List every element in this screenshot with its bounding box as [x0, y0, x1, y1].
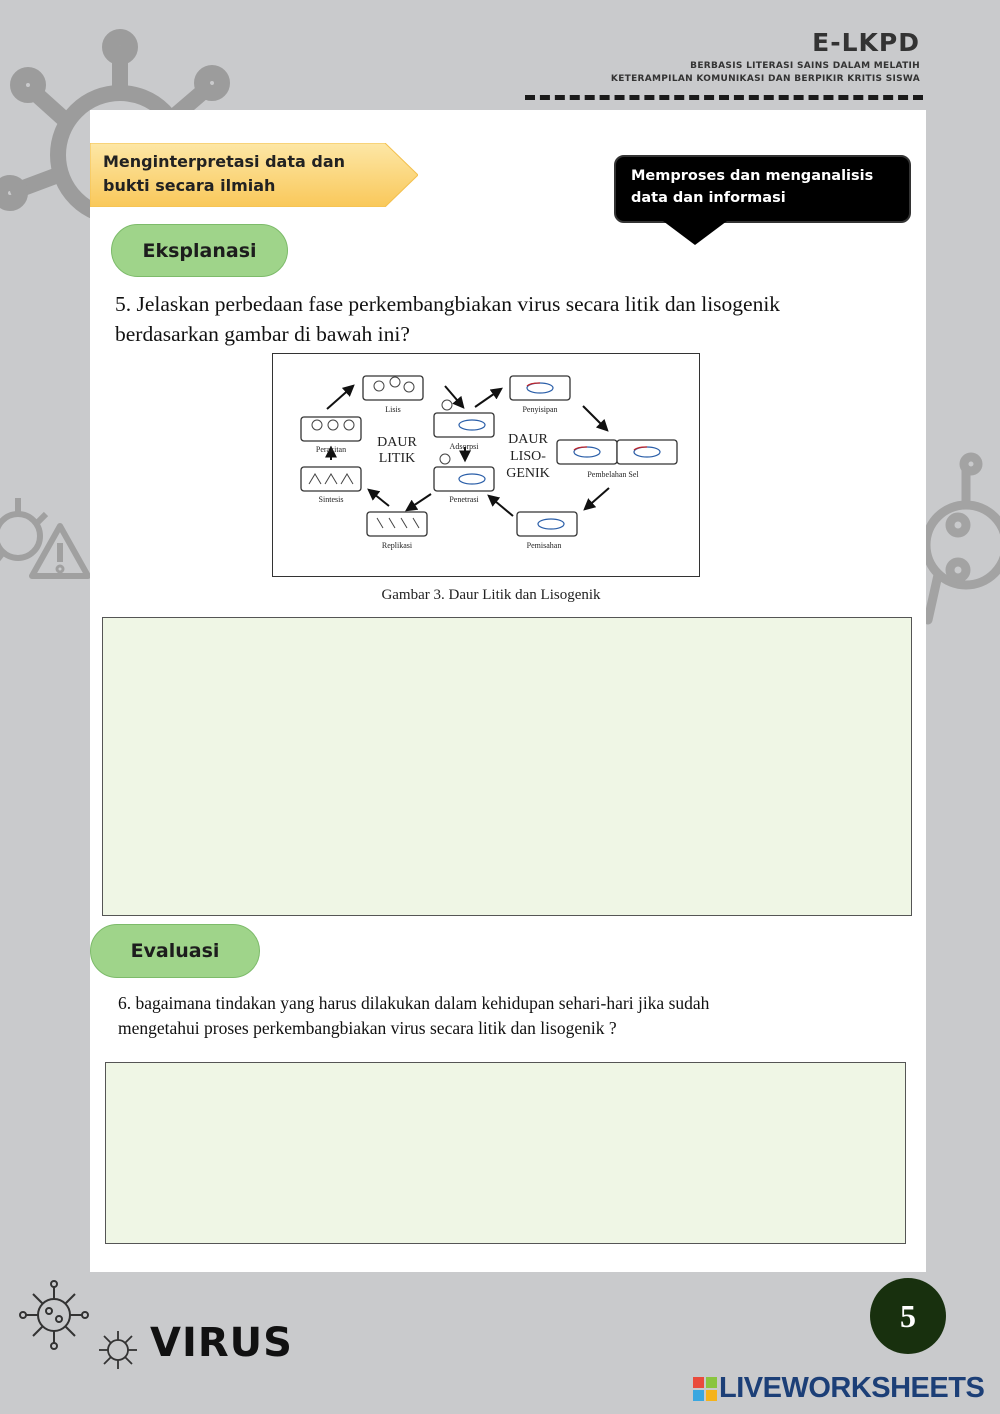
- fig-daur-lisogenik-line2: LISO-: [510, 449, 546, 464]
- fig-label-sintesis: Sintesis: [318, 495, 344, 504]
- header-subtitle-line1: BERBASIS LITERASI SAINS DALAM MELATIH: [690, 61, 920, 71]
- liveworksheets-logo[interactable]: [693, 1372, 984, 1405]
- fig-label-penyisipan: Penyisipan: [522, 405, 558, 414]
- fig-label-penetrasi: Penetrasi: [449, 495, 479, 504]
- figure-caption: Gambar 3. Daur Litik dan Lisogenik: [381, 587, 601, 603]
- section-label-evaluasi: Evaluasi: [90, 924, 260, 978]
- fig-label-adsorpsi: Adsorpsi: [449, 442, 479, 451]
- liveworksheets-brand: LIVEWORKSHEETS: [719, 1372, 985, 1404]
- lytic-lysogenic-figure: [272, 353, 700, 577]
- section-label-eksplanasi: Eksplanasi: [111, 224, 288, 277]
- arrow-tag-text: Menginterpretasi data dan bukti secara ilmiah: [103, 152, 346, 195]
- virus-decoration-right: [926, 450, 1000, 640]
- fig-daur-litik-line2: LITIK: [378, 451, 416, 466]
- fig-daur-litik-line1: DAUR: [377, 435, 417, 450]
- virus-warning-decoration-left: [0, 488, 92, 588]
- answer-box-question-5[interactable]: [102, 617, 912, 916]
- header-subtitle-line2: KETERAMPILAN KOMUNIKASI DAN BERPIKIR KRITIS SISWA: [610, 74, 920, 84]
- question-5-line1: 5. Jelaskan perbedaan fase perkembangbiakan virus secara litik dan lisogenik: [115, 292, 781, 316]
- question-5-line2: berdasarkan gambar di bawah ini?: [115, 322, 410, 346]
- fig-label-replikasi: Replikasi: [381, 541, 413, 550]
- fig-label-lisis: Lisis: [385, 405, 401, 414]
- speech-bubble-text: Memproses dan menganalisis data dan informasi: [631, 168, 874, 206]
- fig-daur-lisogenik-line3: GENIK: [506, 466, 550, 481]
- virus-icon-footer-small: [96, 1328, 140, 1372]
- speech-bubble-tail: [663, 221, 727, 245]
- fig-label-pemisahan: Pemisahan: [526, 541, 562, 550]
- page-number-badge: 5: [870, 1278, 946, 1354]
- question-6-line2: mengetahui proses perkembangbiakan virus secara litik dan lisogenik ?: [118, 1018, 617, 1038]
- answer-box-question-6[interactable]: [105, 1062, 906, 1244]
- liveworksheets-logo-icon: [693, 1377, 717, 1401]
- fig-label-pembelahan-sel: Pembelahan Sel: [587, 470, 639, 479]
- fig-daur-lisogenik-line1: DAUR: [508, 432, 548, 447]
- fig-label-perakitan: Perakitan: [315, 445, 347, 454]
- virus-icon-footer-large: [18, 1280, 90, 1350]
- header-title: E-LKPD: [812, 28, 920, 57]
- question-6-line1: 6. bagaimana tindakan yang harus dilakukan dalam kehidupan sehari-hari jika sudah: [118, 993, 710, 1013]
- header-divider: [525, 95, 923, 100]
- topic-title: VIRUS: [150, 1320, 293, 1366]
